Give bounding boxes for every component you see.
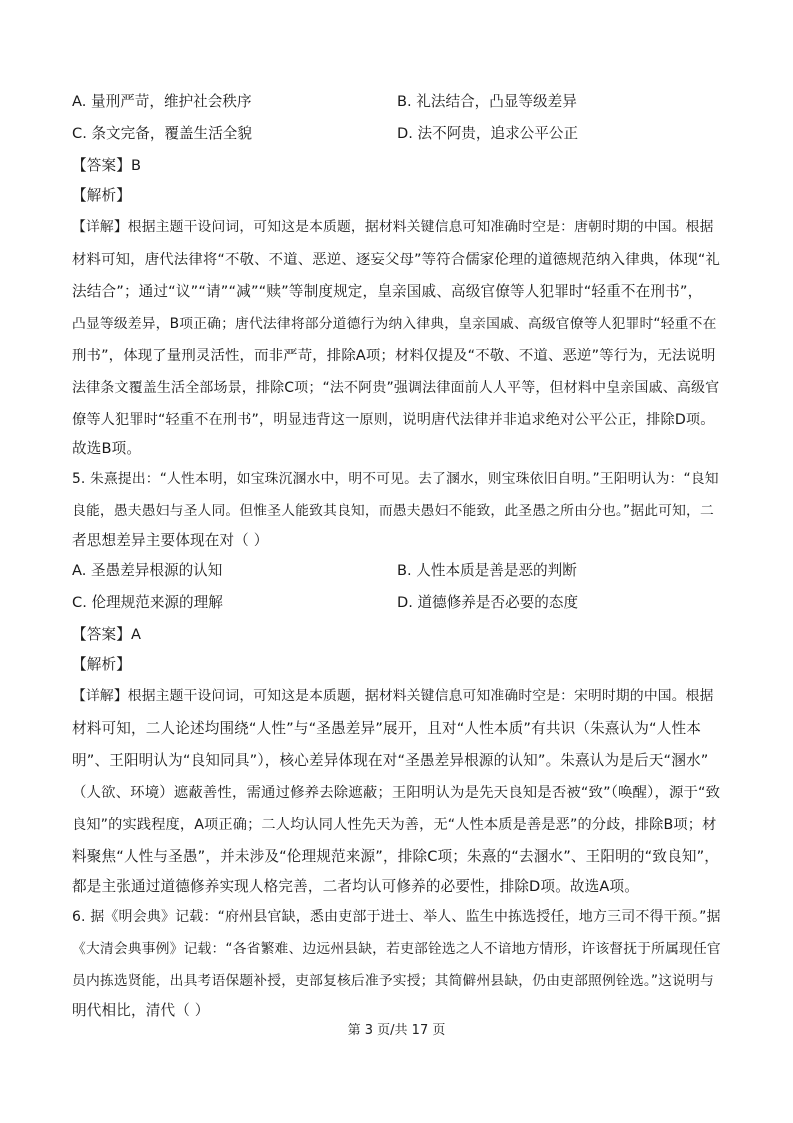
- q4-explanation-line: 材料可知，唐代法律将“不敬、不道、恶逆、逐妄父母”等符合儒家伦理的道德规范纳入律典，体现“礼: [72, 252, 721, 268]
- q5-option-a[interactable]: A. 圣愚差异根源的认知: [72, 562, 223, 579]
- q5-explanation-line: （人欲、环境）遮蔽善性，需通过修养去除遮蔽；王阳明认为是先天良知是否被“致”（唤醒），源于“致: [72, 785, 721, 801]
- q6-stem-line: 《大清会典事例》记载：“各省繁难、边远州县缺，若吏部铨选之人不谙地方情形，许该督抚于所属现任官: [72, 941, 721, 957]
- q6-stem-line: 6. 据《明会典》记载：“府州县官缺，悉由吏部于进士、举人、监生中拣选授任，地方三司不得干预。”据: [72, 909, 721, 925]
- q5-explanation-line: 明”、王阳明认为“良知同具”），核心差异体现在对“圣愚差异根源的认知”。朱熹认为是后天“溷水”: [72, 752, 709, 769]
- q4-explanation-line: 刑书”，体现了量刑灵活性，而非严苛，排除A项；材料仅提及“不敬、不道、恶逆”等行为，无法说明: [72, 348, 716, 364]
- q5-option-row-1: [72, 561, 722, 581]
- q5-stem-line: 者思想差异主要体现在对（ ）: [72, 532, 269, 549]
- q5-option-b[interactable]: B. 人性本质是善是恶的判断: [397, 562, 577, 579]
- q4-option-row-2: [72, 124, 722, 144]
- q4-option-b[interactable]: B. 礼法结合，凸显等级差异: [397, 93, 577, 110]
- q4-explanation-line: 故选B项。: [72, 440, 142, 457]
- q4-option-a[interactable]: A. 量刑严苛，维护社会秩序: [72, 93, 252, 110]
- q4-analysis-label: 【解析】: [72, 187, 131, 204]
- q5-explanation-line: 料聚焦“人性与圣愚”，并未涉及“伦理规范来源”，排除C项；朱熹的“去溷水”、王阳明的“致良知”，: [72, 848, 720, 865]
- q5-stem-line: 5. 朱熹提出：“人性本明，如宝珠沉溷水中，明不可见。去了溷水，则宝珠依旧自明。”王阳明认为：“良知: [72, 471, 719, 487]
- q4-explanation-line: 法律条文覆盖生活全部场景，排除C项；“法不阿贵”强调法律面前人人平等，但材料中皇亲国戚、高级官: [72, 380, 720, 396]
- q5-answer: 【答案】A: [72, 626, 142, 643]
- q4-explanation-line: 凸显等级差异，B项正确；唐代法律将部分道德行为纳入律典，皇亲国戚、高级官僚等人犯罪时“轻重不在: [72, 316, 717, 332]
- q5-explanation-line: 良知”的实践程度，A项正确；二人均认同人性先天为善，无“人性本质是善是恶”的分歧，排除B项；材: [72, 817, 717, 833]
- q4-option-row-1: [72, 92, 722, 112]
- q5-explanation-line: 都是主张通过道德修养实现人格完善，二者均认可修养的必要性，排除D项。故选A项。: [72, 878, 640, 895]
- q4-option-d[interactable]: D. 法不阿贵，追求公平公正: [397, 125, 579, 142]
- q4-explanation-line: 法结合”；通过“议”“请”“减”“赎”等制度规定，皇亲国戚、高级官僚等人犯罪时“轻重不在刑书”，: [72, 283, 703, 300]
- q6-stem-line: 员内拣选贤能，出具考语保题补授，吏部复核后准予实授；其简僻州县缺，仍由吏部照例铨选。”这说明与: [72, 973, 714, 989]
- q6-stem-line: 明代相比，清代（ ）: [72, 1002, 210, 1019]
- q4-option-c[interactable]: C. 条文完备，覆盖生活全貌: [72, 125, 253, 142]
- q5-explanation-line: 材料可知，二人论述均围绕“人性”与“圣愚差异”展开，且对“人性本质”有共识（朱熹认为“人性本: [72, 720, 701, 737]
- q5-option-row-2: [72, 593, 722, 613]
- q4-explanation-line: 【详解】根据主题干设问词，可知这是本质题，据材料关键信息可知准确时空是：唐朝时期的中国。根据: [72, 219, 714, 235]
- q5-option-c[interactable]: C. 伦理规范来源的理解: [72, 594, 223, 611]
- q5-option-d[interactable]: D. 道德修养是否必要的态度: [397, 594, 579, 611]
- q5-analysis-label: 【解析】: [72, 656, 131, 673]
- q4-explanation-line: 僚等人犯罪时“轻重不在刑书”，明显违背这一原则，说明唐代法律并非追求绝对公平公正，排除D项。: [72, 412, 715, 428]
- page-number-footer: 第 3 页/共 17 页: [347, 1023, 446, 1038]
- q4-answer: 【答案】B: [72, 157, 142, 174]
- q5-explanation-line: 【详解】根据主题干设问词，可知这是本质题，据材料关键信息可知准确时空是：宋明时期的中国。根据: [72, 688, 714, 704]
- q5-stem-line: 良能，愚夫愚妇与圣人同。但惟圣人能致其良知，而愚夫愚妇不能致，此圣愚之所由分也。”据此可知，二: [72, 503, 714, 519]
